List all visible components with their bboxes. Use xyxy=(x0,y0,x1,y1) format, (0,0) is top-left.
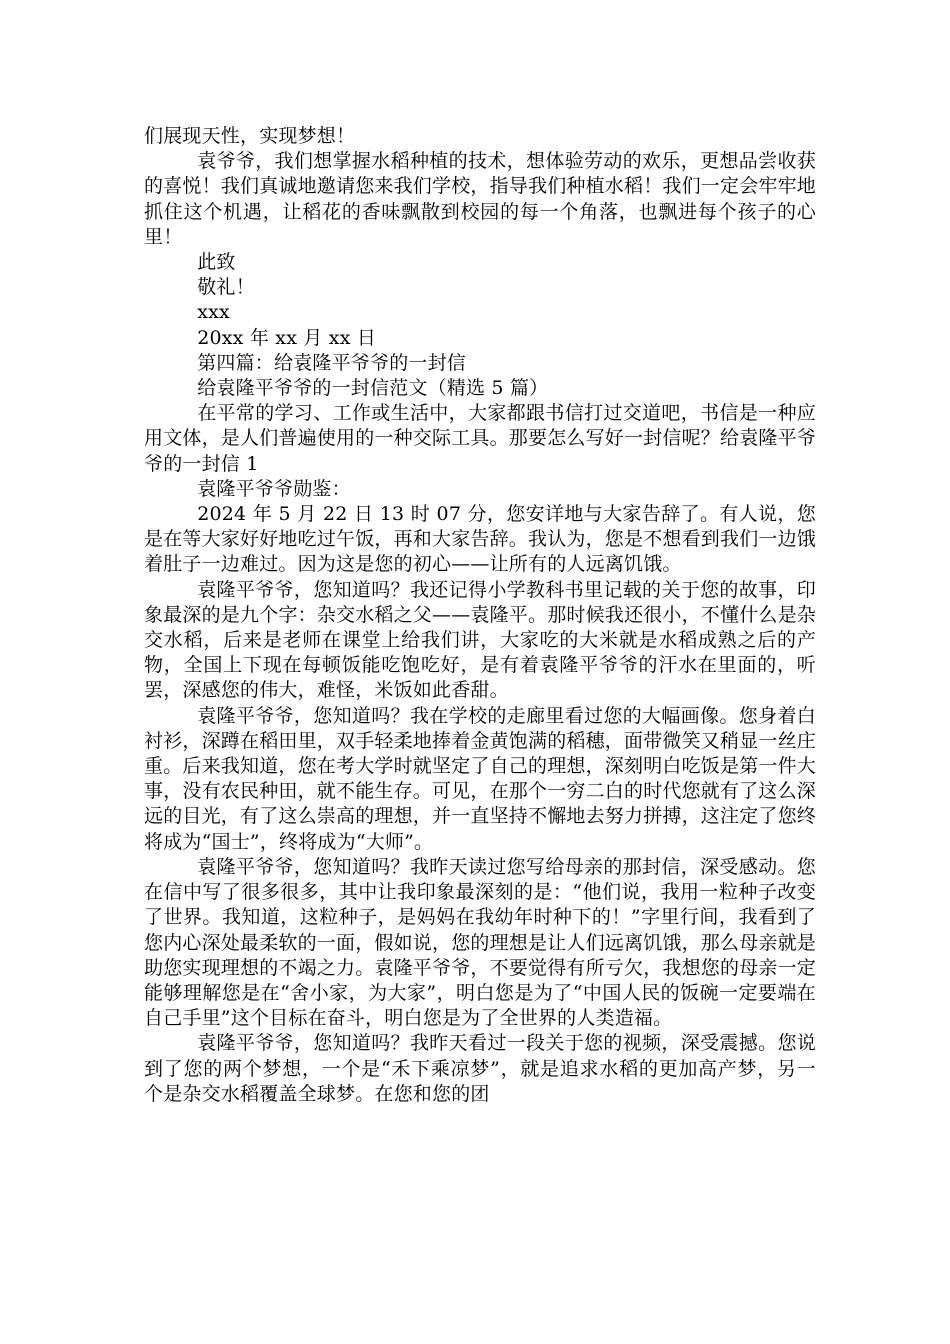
paragraph: 袁隆平爷爷，您知道吗？我昨天看过一段关于您的视频，深受震撼。您说到了您的两个梦想，一个是“禾下乘凉梦”，就是追求水稻的更加高产梦，另一个是杂交水稻覆盖全球梦。在您和您的团 xyxy=(144,1032,816,1105)
document-body xyxy=(144,124,816,1107)
paragraph: 袁爷爷，我们想掌握水稻种植的技术，想体验劳动的欢乐，更想品尝收获的喜悦！我们真诚地邀请您来我们学校，指导我们种植水稻！我们一定会牢牢地抓住这个机遇，让稻花的香味飘散到校园的每一个角落，也飘进每个孩子的心里！ xyxy=(144,150,817,248)
letter-greeting: 袁隆平爷爷勋鉴： xyxy=(197,477,351,500)
closing-salutation: 此致 xyxy=(197,251,236,274)
paragraph: 们展现天性，实现梦想！ xyxy=(144,125,356,147)
paragraph: 袁隆平爷爷，您知道吗？我还记得小学教科书里记载的关于您的故事，印象最深的是九个字：杂交水稻之父——袁隆平。那时候我还很小，不懂什么是杂交水稻，后来是老师在课堂上给我们讲，大家吃的大米就是水稻成熟之后的产物，全国上下现在每顿饭能吃饱吃好，是有着袁隆平爷爷的汗水在里面的，听罢，深感您的伟大，难怪，米饭如此香甜。 xyxy=(144,578,817,702)
paragraph: 2024 年 5 月 22 日 13 时 07 分，您安详地与大家告辞了。有人说，您是在等大家好好地吃过午饭，再和大家告辞。我认为，您是不想看到我们一边饿着肚子一边难过。因为这是您的初心——让所有的人远离饥饿。 xyxy=(144,503,817,576)
signature: xxx xyxy=(197,301,230,324)
paragraph: 袁隆平爷爷，您知道吗？我在学校的走廊里看过您的大幅画像。您身着白衬衫，深蹲在稻田里，双手轻柔地捧着金黄饱满的稻穗，面带微笑又稍显一丝庄重。后来我知道，您在考大学时就坚定了自己的理想，深刻明白吃饭是第一件大事，没有农民种田，就不能生存。可见，在那个一穷二白的时代您就有了这么深远的目光，有了这么崇高的理想，并一直坚持不懈地去努力拼搏，这注定了您终将成为“国士”，终将成为“大师”。 xyxy=(144,704,817,853)
section-subheading: 给袁隆平爷爷的一封信范文（精选 5 篇） xyxy=(197,377,549,400)
paragraph: 在平常的学习、工作或生活中，大家都跟书信打过交道吧，书信是一种应用文体，是人们普遍使用的一种交际工具。那要怎么写好一封信呢？给袁隆平爷爷的一封信 1 xyxy=(144,402,817,475)
closing-regards: 敬礼！ xyxy=(197,276,255,299)
date-line: 20xx 年 xx 月 xx 日 xyxy=(197,326,377,349)
paragraph: 袁隆平爷爷，您知道吗？我昨天读过您写给母亲的那封信，深受感动。您在信中写了很多很多，其中让我印象最深刻的是：“他们说，我用一粒种子改变了世界。我知道，这粒种子，是妈妈在我幼年时种下的！”字里行间，我看到了您内心深处最柔软的一面，假如说，您的理想是让人们远离饥饿，那么母亲就是助您实现理想的不竭之力。袁隆平爷爷，不要觉得有所亏欠，我想您的母亲一定能够理解您是在“舍小家，为大家”，明白您是为了“中国人民的饭碗一定要端在自己手里”这个目标在奋斗，明白您是为了全世界的人类造福。 xyxy=(144,855,817,1030)
section-heading: 第四篇：给袁隆平爷爷的一封信 xyxy=(197,351,466,374)
